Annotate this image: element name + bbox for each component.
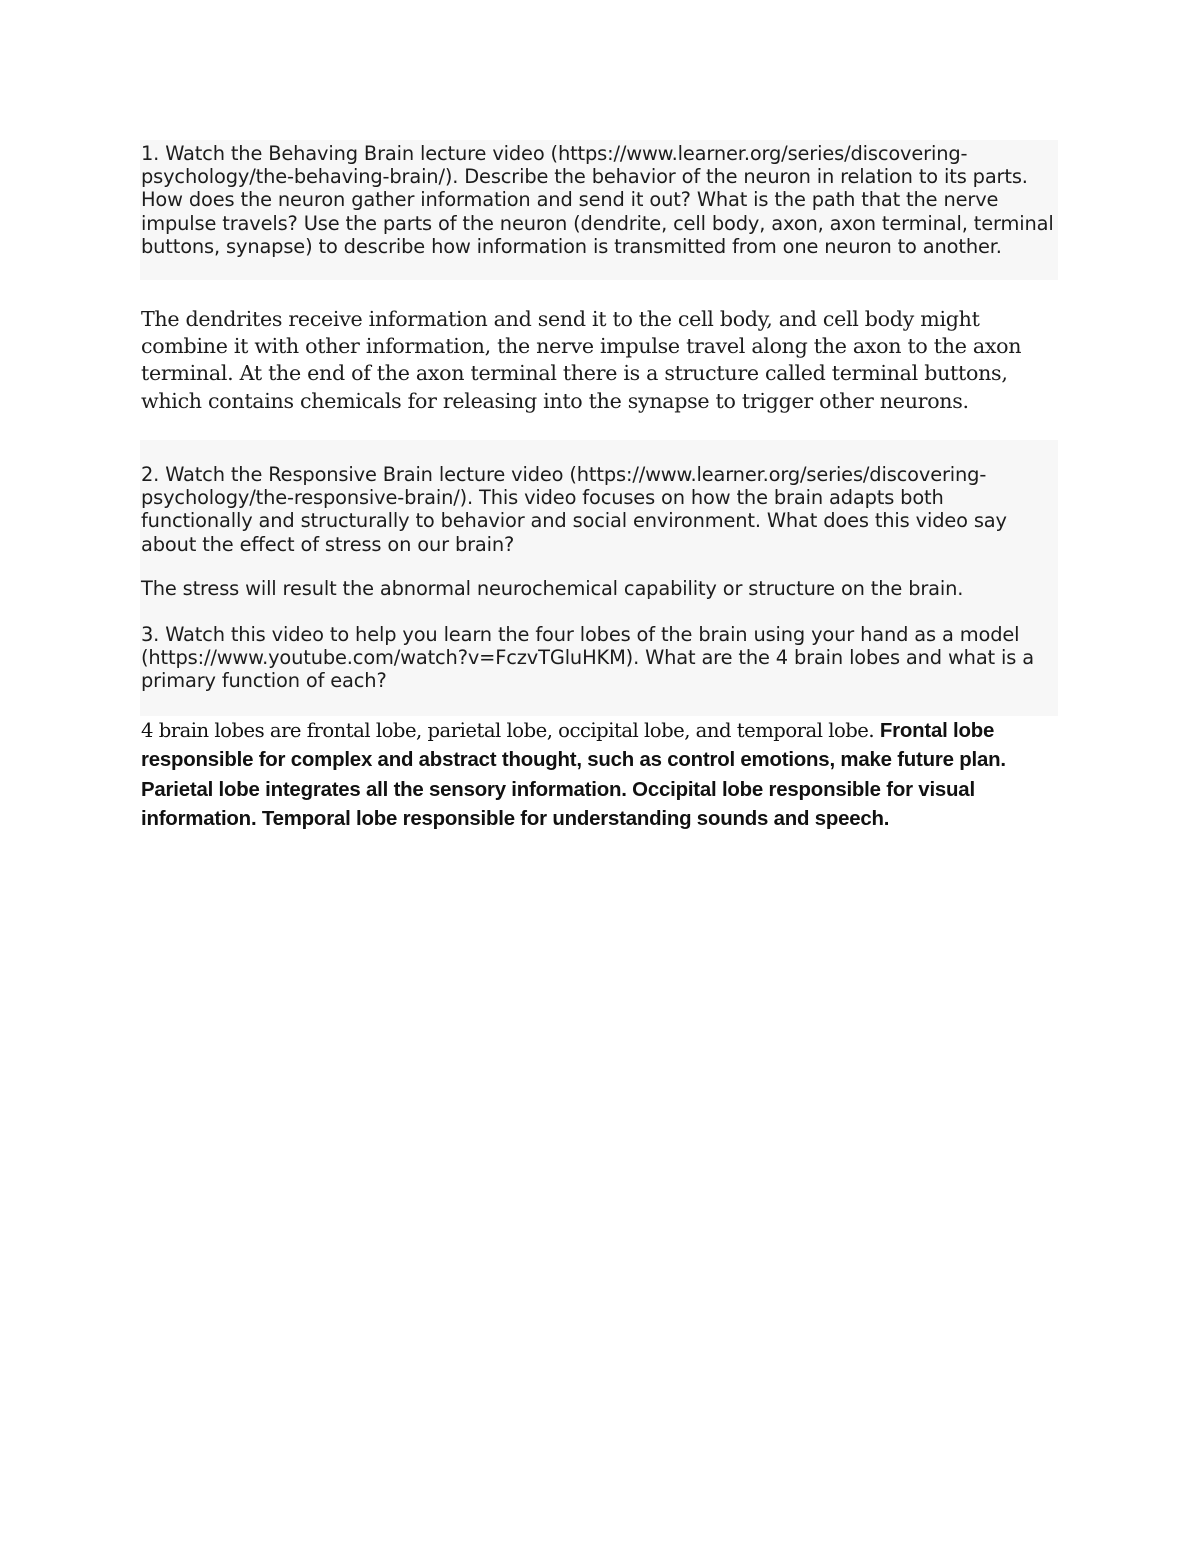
question-1-text: 1. Watch the Behaving Brain lecture video (https://www.learner.org/series/discovering-psychology/the-behaving-brain/). Describe the behavior of the neuron in relation to its parts. How does the neuron gather information and send it out? What is the path that the nerve impulse travels? Use the parts of the neuron (dendrite, cell body, axon, axon terminal, terminal buttons, synapse) to describe how information is transmitted from one neuron to another. (141, 142, 1054, 258)
answer-3-detail: Frontal lobe responsible for complex and abstract thought, such as control emotions, make future plan. Parietal lobe integrates all the sensory information. Occipital lobe responsible for visual information. Temporal lobe responsible for understanding sounds and speech. (141, 720, 1006, 831)
question-3-text: 3. Watch this video to help you learn the four lobes of the brain using your hand as a model (https://www.youtube.com/watch?v=FczvTGluHKM). What are the 4 brain lobes and what is a primary function of each? (141, 623, 1034, 693)
answer-2-text: The stress will result the abnormal neurochemical capability or structure on the brain. (141, 577, 964, 600)
answer-3-intro: 4 brain lobes are frontal lobe, parietal lobe, occipital lobe, and temporal lobe. (141, 719, 880, 742)
answer-1-text: The dendrites receive information and send it to the cell body, and cell body might combine it with other information, the nerve impulse travel along the axon to the axon terminal. At the end of the axon terminal there is a structure called terminal buttons, which contains chemicals for releasing into the synapse to trigger other neurons. (141, 307, 1022, 413)
answer-3-paragraph (141, 717, 1056, 835)
question-2-text: 2. Watch the Responsive Brain lecture video (https://www.learner.org/series/discovering-psychology/the-responsive-brain/). This video focuses on how the brain adapts both functionally and structurally to behavior and social environment. What does this video say about the effect of stress on our brain? (141, 463, 1007, 556)
